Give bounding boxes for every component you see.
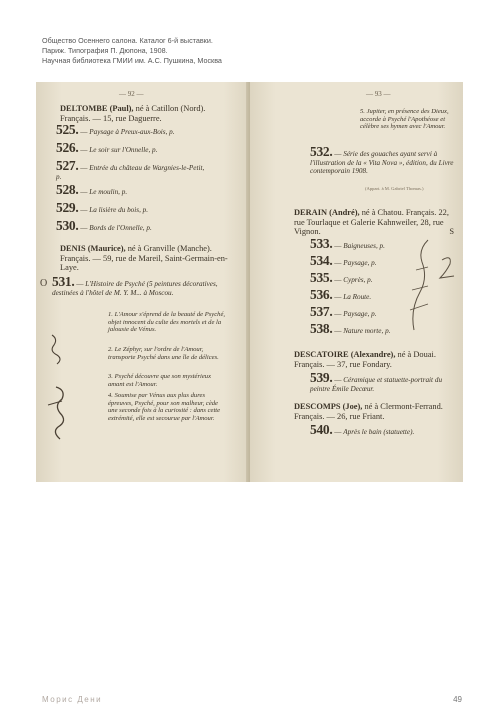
catalog-entry: 527. — Entrée du château de Wargnies-le-Petit, p. — [56, 158, 205, 181]
catalog-entry: 533. — Baigneuses, p. — [310, 236, 385, 251]
sub-entry-5: 5. Jupiter, en présence des Dieux, accorde à Psyché l'Apothéose et célèbre ses hymen avec l'Amour. — [360, 108, 449, 131]
footer-artist-name: Морис Дени — [42, 695, 103, 704]
artist-name: DESCOMPS (Joe), — [294, 402, 363, 411]
entry-title: Cyprès, p. — [343, 276, 373, 284]
entry-title: Céramique et statuette-portrait du peintre Émile Decœur. — [310, 376, 443, 393]
catalog-entry-531: 531. — L'Histoire de Psyché (5 peintures décoratives, destinées à l'hôtel de M. Y. M... à Moscou. — [52, 274, 218, 297]
artist-details: né à Granville (Manche). Français. — 59, rue de Mareil, Saint-Germain-en-Laye. — [60, 244, 228, 272]
entry-number: 530. — [56, 218, 79, 233]
artist-deltombe — [60, 104, 230, 123]
artist-denis — [60, 244, 235, 273]
catalog-entry-532: 532. — Série des gouaches ayant servi à l'illustration de la « Vita Nova », édition, du Livre contemporain 1908. — [310, 144, 454, 176]
entry-title: L'Histoire de Psyché (5 peintures décoratives, destinées à l'hôtel de M. Y. M... à Moscou. — [52, 280, 218, 297]
entry-title: Série des gouaches ayant servi à l'illustration de la « Vita Nova », édition, du Livre contemporain 1908. — [310, 150, 454, 176]
catalog-entry: 534. — Paysage, p. — [310, 253, 377, 268]
entry-number: 528. — [56, 182, 79, 197]
catalog-entry: 530. — Bords de l'Onnelle, p. — [56, 218, 152, 233]
catalog-entry: 535. — Cyprès, p. — [310, 270, 373, 285]
entry-number: 536. — [310, 287, 333, 302]
entry-number: 537. — [310, 304, 333, 319]
entry-number: 534. — [310, 253, 333, 268]
sub-entry-3: 3. Psyché découvre que son mystérieux amant est l'Amour. — [108, 373, 212, 388]
catalog-entry: 529. — La lisière du bois, p. — [56, 200, 149, 215]
left-page-number: — 92 — — [119, 90, 144, 98]
entry-number: 531. — [52, 274, 75, 289]
handwritten-annotation-left — [42, 327, 72, 447]
catalog-entry: 525. — Paysage à Preux-aux-Bois, p. — [56, 122, 175, 137]
entry-title: Bords de l'Onnelle, p. — [89, 224, 152, 232]
entry-title: Entrée du château de Wargnies-le-Petit, p. — [56, 164, 205, 181]
artist-details: né à Clermont-Ferrand. Français. — 26, rue Friant. — [294, 402, 443, 421]
right-page-number: — 93 — — [366, 90, 391, 98]
entry-title: Baigneuses, p. — [343, 242, 385, 250]
entry-number: 527. — [56, 158, 79, 173]
left-page — [36, 82, 249, 482]
entry-number: 539. — [310, 370, 333, 385]
artist-details: né à Catillon (Nord). Français. — 15, rue Daguerre. — [60, 104, 206, 123]
image-caption — [42, 36, 342, 66]
ownership-note: (Appart. à M. Gabriel Thomas.) — [365, 186, 424, 191]
handwritten-annotation-right — [400, 230, 460, 340]
artist-details: né à Douai. Français. — 37, rue Fondary. — [294, 350, 436, 369]
artist-descomps — [294, 402, 454, 421]
right-page — [250, 82, 463, 482]
catalog-entry: 536. — La Route. — [310, 287, 372, 302]
artist-name: DESCATOIRE (Alexandre), — [294, 350, 396, 359]
margin-circle-mark: O — [40, 278, 48, 289]
entry-number: 538. — [310, 321, 333, 336]
entry-number: 533. — [310, 236, 333, 251]
artist-details: né à Chatou. Français. 22, rue Tourlaque et Galerie Kahnweiler, 28, rue Vignon. — [294, 208, 449, 236]
catalog-entry: 537. — Paysage, p. — [310, 304, 377, 319]
sub-entry-4: 4. Soumise par Vénus aux plus dures épreuves, Psyché, pour son malheur, cède une seconde fois à la curiosité : dans cette extrémité, elle est secourue par l'Amour. — [108, 392, 221, 422]
entry-title: La lisière du bois, p. — [89, 206, 149, 214]
entry-number: 532. — [310, 144, 333, 159]
catalog-entry: 526. — Le soir sur l'Onnelle, p. — [56, 140, 158, 155]
entry-title: Paysage à Preux-aux-Bois, p. — [89, 128, 175, 136]
entry-number: 540. — [310, 422, 333, 437]
caption-line-2: Париж. Типография П. Дюпона, 1908. — [42, 46, 168, 55]
caption-line-1: Общество Осеннего салона. Каталог 6-й выставки. — [42, 36, 213, 45]
entry-title: La Route. — [343, 293, 372, 301]
entry-number: 525. — [56, 122, 79, 137]
sub-entry-2: 2. Le Zéphyr, sur l'ordre de l'Amour, transporte Psyché dans une île de délices. — [108, 346, 219, 361]
margin-letter-mark: S — [449, 227, 454, 236]
entry-title: Le moulin, p. — [89, 188, 128, 196]
caption-line-3: Научная библиотека ГМИИ им. А.С. Пушкина, Москва — [42, 56, 222, 65]
entry-title: Nature morte, p. — [343, 327, 391, 335]
catalog-entry: 538. — Nature morte, p. — [310, 321, 391, 336]
footer-page-number: 49 — [453, 695, 462, 704]
catalog-entry-540: 540. — Après le bain (statuette). — [310, 422, 415, 437]
entry-title: Après le bain (statuette). — [343, 428, 415, 436]
artist-descatoire — [294, 350, 454, 369]
artist-name: DELTOMBE (Paul), — [60, 104, 134, 113]
entry-title: Paysage, p. — [343, 310, 377, 318]
entry-title: Le soir sur l'Onnelle, p. — [89, 146, 158, 154]
artist-name: DENIS (Maurice), — [60, 244, 126, 253]
entry-number: 529. — [56, 200, 79, 215]
sub-entry-1: 1. L'Amour s'éprend de la beauté de Psyché, objet innocent du culte des mortels et de la jalousie de Vénus. — [108, 311, 226, 334]
catalog-entry: 528. — Le moulin, p. — [56, 182, 128, 197]
entry-title: Paysage, p. — [343, 259, 377, 267]
entry-number: 535. — [310, 270, 333, 285]
catalog-entry-539: 539. — Céramique et statuette-portrait du peintre Émile Decœur. — [310, 370, 443, 393]
entry-number: 526. — [56, 140, 79, 155]
artist-name: DERAIN (André), — [294, 208, 360, 217]
catalog-scan — [36, 82, 463, 482]
